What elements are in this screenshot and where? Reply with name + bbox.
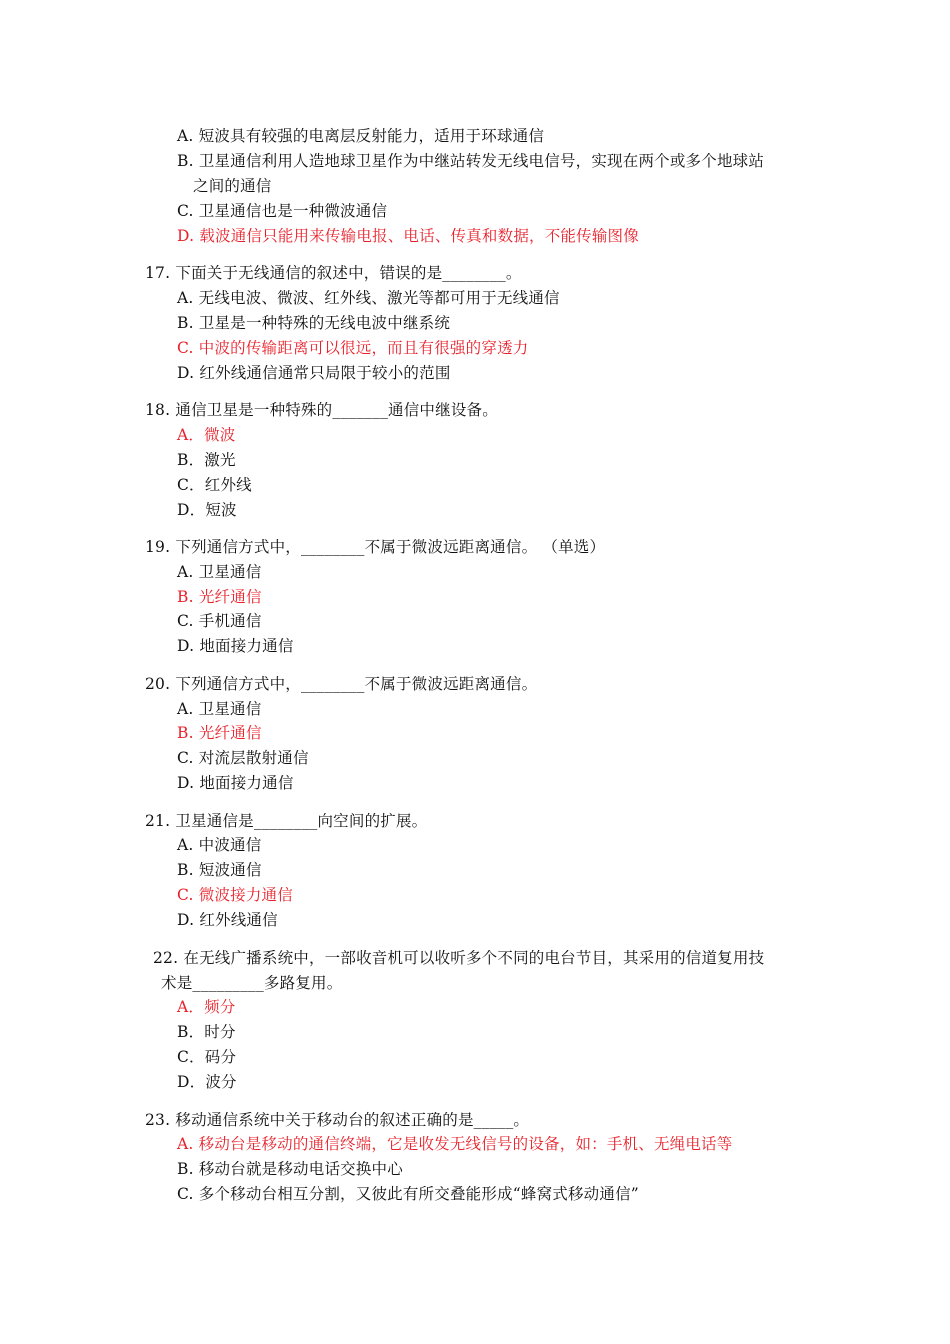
- option-line: D. 红外线通信通常只局限于较小的范围: [177, 364, 451, 382]
- option-line-correct: B. 光纤通信: [177, 724, 262, 742]
- option-line: C．码分: [177, 1048, 237, 1066]
- option-line: C. 卫星通信也是一种微波通信: [177, 202, 388, 220]
- option-line: D．波分: [177, 1073, 237, 1091]
- option-line-correct: A．频分: [177, 998, 236, 1016]
- option-line: B. 移动台就是移动电话交换中心: [177, 1160, 403, 1178]
- question-20: 20. 下列通信方式中，________不属于微波远距离通信。: [145, 675, 538, 693]
- option-line: B．激光: [177, 451, 236, 469]
- question-18: 18. 通信卫星是一种特殊的_______通信中继设备。: [145, 401, 498, 419]
- option-line: A. 中波通信: [177, 836, 262, 854]
- option-line: A. 卫星通信: [177, 700, 262, 718]
- option-line: A. 卫星通信: [177, 563, 262, 581]
- option-line-correct: B. 光纤通信: [177, 588, 262, 606]
- option-line: C. 手机通信: [177, 612, 262, 630]
- option-line: C. 多个移动台相互分割，又彼此有所交叠能形成“蜂窝式移动通信”: [177, 1185, 639, 1203]
- question-22: 22. 在无线广播系统中，一部收音机可以收听多个不同的电台节目，其采用的信道复用技: [153, 949, 765, 967]
- question-17: 17. 下面关于无线通信的叙述中，错误的是________。: [145, 264, 522, 282]
- option-line: A. 无线电波、微波、红外线、激光等都可用于无线通信: [177, 289, 560, 307]
- option-line: A. 短波具有较强的电离层反射能力，适用于环球通信: [177, 127, 545, 145]
- option-line: B. 短波通信: [177, 861, 262, 879]
- option-line: B. 卫星是一种特殊的无线电波中继系统: [177, 314, 451, 332]
- question-19: 19. 下列通信方式中，________不属于微波远距离通信。 （单选）: [145, 538, 606, 556]
- option-line-correct: C. 中波的传输距离可以很远，而且有很强的穿透力: [177, 339, 529, 357]
- option-line: D. 地面接力通信: [177, 637, 294, 655]
- option-line: D. 地面接力通信: [177, 774, 294, 792]
- option-line-correct: C. 微波接力通信: [177, 886, 293, 904]
- option-line: C．红外线: [177, 476, 252, 494]
- question-21: 21. 卫星通信是________向空间的扩展。: [145, 812, 428, 830]
- option-line-correct: A．微波: [177, 426, 236, 444]
- option-line: D．短波: [177, 501, 237, 519]
- option-line-continuation: 之间的通信: [193, 177, 272, 195]
- option-line-correct: D. 载波通信只能用来传输电报、电话、传真和数据，不能传输图像: [177, 227, 639, 245]
- option-line: B．时分: [177, 1023, 236, 1041]
- option-line: C. 对流层散射通信: [177, 749, 309, 767]
- option-line-correct: A. 移动台是移动的通信终端，它是收发无线信号的设备，如：手机、无绳电话等: [177, 1135, 733, 1153]
- option-line: B. 卫星通信利用人造地球卫星作为中继站转发无线电信号，实现在两个或多个地球站: [177, 152, 765, 170]
- option-line: D. 红外线通信: [177, 911, 278, 929]
- question-23: 23. 移动通信系统中关于移动台的叙述正确的是_____。: [145, 1111, 530, 1129]
- question-22-continuation: 术是_________多路复用。: [161, 974, 343, 992]
